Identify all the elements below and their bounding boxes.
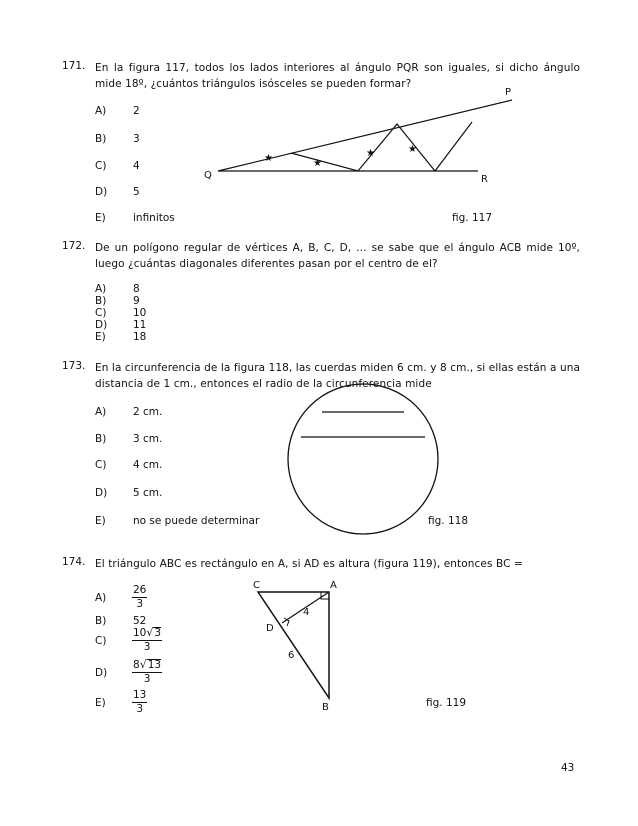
question-173-text: En la circunferencia de la figura 118, las cuerdas miden 6 cm. y 8 cm., si ellas están a una distancia de 1 cm., entonces el radio de la circunferencia mide: [95, 362, 580, 390]
q171-option-c-value: 4: [133, 160, 140, 172]
q171-option-c-label: C): [95, 160, 107, 172]
q173-option-c-label: C): [95, 459, 107, 471]
q173-option-b-value: 3 cm.: [133, 433, 163, 445]
question-171-text: En la figura 117, todos los lados interiores al ángulo PQR son iguales, si dicho ángulo mide 18º, ¿cuántos triángulos isósceles se pueden formar?: [95, 62, 580, 90]
page-number: 43: [561, 762, 575, 774]
q173-option-e-label: E): [95, 515, 106, 527]
figure-119-caption: fig. 119: [426, 697, 466, 709]
label-p: P: [505, 87, 512, 98]
label-db-length: 6: [288, 650, 295, 661]
label-a: A: [330, 580, 337, 591]
q171-option-a-value: 2: [133, 105, 140, 117]
q171-option-b-label: B): [95, 133, 107, 145]
question-173-number: 173.: [62, 360, 86, 372]
fraction-numerator: 26: [133, 584, 147, 596]
q173-option-e-value: no se puede determinar: [133, 515, 260, 527]
star-icon: ★: [408, 144, 417, 155]
label-q: Q: [204, 170, 212, 181]
q171-option-d-label: D): [95, 186, 108, 198]
q171-option-a-label: A): [95, 105, 107, 117]
question-172-number: 172.: [62, 240, 86, 252]
q172-option-d-value: 11: [133, 319, 147, 331]
radicand: 13: [147, 659, 162, 671]
numerator-coefficient: 8: [133, 659, 140, 671]
q172-option-d-label: D): [95, 319, 108, 331]
fraction-denominator: 3: [136, 598, 144, 610]
fraction-denominator: 3: [143, 673, 151, 685]
figure-117-caption: fig. 117: [452, 212, 492, 224]
q172-option-e-label: E): [95, 331, 106, 343]
star-icon: ★: [366, 148, 375, 159]
q172-option-e-value: 18: [133, 331, 147, 343]
label-c: C: [253, 580, 260, 591]
label-b: B: [322, 702, 329, 713]
radical-icon: √: [139, 658, 147, 671]
radical-icon: √: [146, 626, 154, 639]
q173-option-a-value: 2 cm.: [133, 406, 163, 418]
q171-option-b-value: 3: [133, 133, 140, 145]
q173-option-b-label: B): [95, 433, 107, 445]
q173-option-a-label: A): [95, 406, 107, 418]
q172-option-b-value: 9: [133, 295, 140, 307]
question-171-number: 171.: [62, 60, 86, 72]
star-icon: ★: [264, 153, 273, 164]
q174-option-b-value: 52: [133, 615, 147, 627]
q171-option-e-value: infinitos: [133, 212, 175, 224]
label-r: R: [481, 174, 488, 185]
q172-option-b-label: B): [95, 295, 107, 307]
question-172-text: De un polígono regular de vértices A, B, C, D, … se sabe que el ángulo ACB mide 10º, luego ¿cuántas diagonales diferentes pasan por el centro de el?: [95, 242, 580, 270]
q172-option-c-label: C): [95, 307, 107, 319]
q171-option-d-value: 5: [133, 186, 140, 198]
q172-option-a-value: 8: [133, 283, 140, 295]
q173-option-c-value: 4 cm.: [133, 459, 163, 471]
q174-option-a-label: A): [95, 592, 107, 604]
label-ad-length: 4: [303, 607, 310, 618]
numerator-coefficient: 10: [133, 627, 147, 639]
fraction-denominator: 3: [143, 641, 151, 653]
q174-option-b-label: B): [95, 615, 107, 627]
star-icon: ★: [313, 158, 322, 169]
radicand: 3: [154, 627, 162, 639]
q171-option-e-label: E): [95, 212, 106, 224]
q174-option-c-label: C): [95, 635, 107, 647]
q173-option-d-label: D): [95, 487, 108, 499]
figure-118-caption: fig. 118: [428, 515, 468, 527]
triangle-abc: [258, 592, 329, 698]
q172-option-a-label: A): [95, 283, 107, 295]
q174-option-d-label: D): [95, 667, 108, 679]
q174-option-e-label: E): [95, 697, 106, 709]
fraction-denominator: 3: [136, 703, 144, 715]
fraction-numerator: 13: [133, 689, 147, 701]
q172-option-c-value: 10: [133, 307, 147, 319]
question-174-text: El triángulo ABC es rectángulo en A, si AD es altura (figura 119), entonces BC =: [95, 558, 523, 570]
label-d: D: [266, 623, 274, 634]
question-174-number: 174.: [62, 556, 86, 568]
q173-option-d-value: 5 cm.: [133, 487, 163, 499]
